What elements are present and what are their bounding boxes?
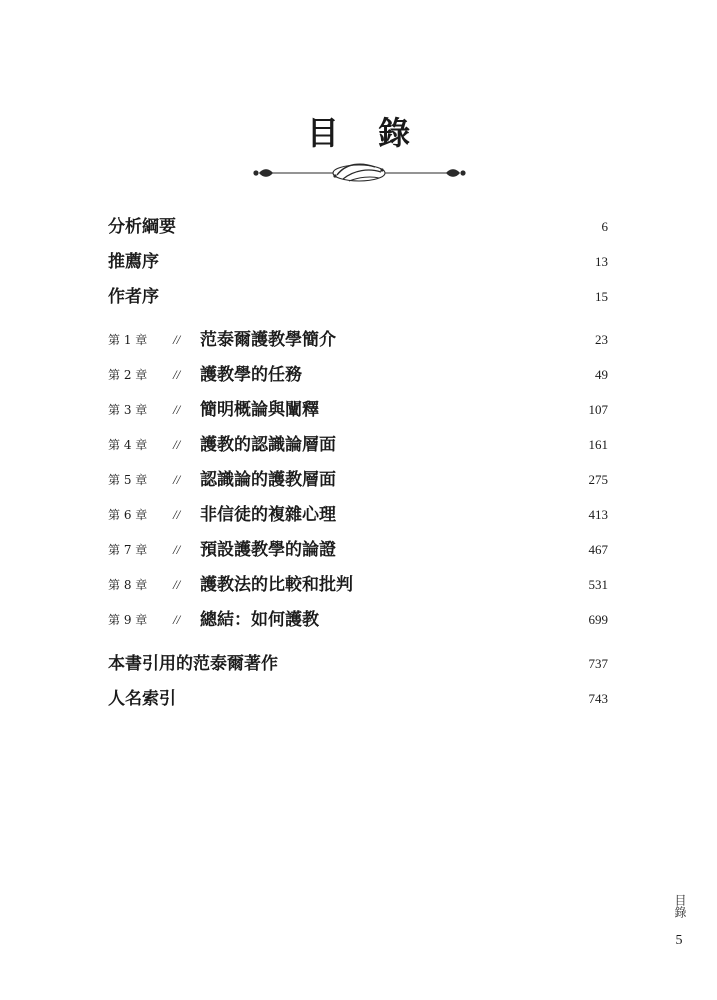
toc-entry-chapter-9[interactable]	[108, 607, 608, 633]
entry-page-number: 13	[595, 254, 608, 269]
chapter-label: 第 9 章	[108, 613, 148, 627]
ornament-divider-icon	[251, 158, 468, 188]
toc-entry-chapter-5[interactable]	[108, 467, 608, 493]
chapter-label: 第 7 章	[108, 543, 148, 557]
entry-title: 分析綱要	[108, 217, 176, 237]
chapter-separator: //	[173, 612, 181, 627]
entry-page-number: 275	[588, 472, 608, 487]
chapter-separator: //	[173, 507, 181, 522]
page-folio-number: 5	[675, 933, 683, 948]
toc-entry-chapter-1[interactable]	[108, 327, 608, 353]
entry-page-number: 15	[595, 289, 608, 304]
chapter-separator: //	[173, 577, 181, 592]
entry-page-number: 6	[601, 219, 608, 234]
chapter-title: 預設護教學的論證	[200, 540, 336, 560]
chapter-label: 第 8 章	[108, 578, 148, 592]
toc-entry-chapter-7[interactable]	[108, 537, 608, 563]
entry-title: 本書引用的范泰爾著作	[108, 654, 278, 674]
chapter-title: 總結：如何護教	[200, 610, 319, 630]
chapter-title: 護教的認識論層面	[200, 435, 336, 455]
entry-page-number: 23	[595, 332, 608, 347]
entry-page-number: 161	[588, 437, 608, 452]
toc-entry-chapter-4[interactable]	[108, 432, 608, 458]
chapter-title: 范泰爾護教學簡介	[200, 330, 336, 350]
chapter-title: 簡明概論與闡釋	[200, 400, 319, 420]
entry-page-number: 413	[588, 507, 608, 522]
entry-title: 人名索引	[108, 689, 176, 709]
chapter-title: 護教學的任務	[200, 365, 302, 385]
entry-page-number: 467	[588, 542, 608, 557]
toc-entry-front-3[interactable]	[108, 284, 608, 310]
running-section-label: 目錄	[673, 894, 687, 918]
toc-entry-chapter-2[interactable]	[108, 362, 608, 388]
chapter-label: 第 2 章	[108, 368, 148, 382]
entry-page-number: 531	[588, 577, 608, 592]
entry-page-number: 699	[588, 612, 608, 627]
chapter-label: 第 1 章	[108, 333, 148, 347]
chapter-title: 非信徒的複雜心理	[200, 505, 336, 525]
entry-page-number: 743	[588, 691, 608, 706]
chapter-separator: //	[173, 402, 181, 417]
chapter-title: 認識論的護教層面	[200, 470, 336, 490]
chapter-title: 護教法的比較和批判	[200, 575, 353, 595]
chapter-separator: //	[173, 472, 181, 487]
toc-entry-back-2[interactable]	[108, 686, 608, 712]
toc-entry-front-1[interactable]	[108, 214, 608, 240]
entry-title: 作者序	[108, 287, 159, 307]
chapter-separator: //	[173, 437, 181, 452]
chapter-label: 第 3 章	[108, 403, 148, 417]
toc-entry-front-2[interactable]	[108, 249, 608, 275]
toc-entry-chapter-3[interactable]	[108, 397, 608, 423]
entry-title: 推薦序	[108, 252, 159, 272]
entry-page-number: 737	[588, 656, 608, 671]
toc-entry-back-1[interactable]	[108, 651, 608, 677]
toc-entry-chapter-6[interactable]	[108, 502, 608, 528]
entry-page-number: 49	[595, 367, 608, 382]
chapter-separator: //	[173, 332, 181, 347]
chapter-label: 第 4 章	[108, 438, 148, 452]
page-title: 目 錄	[306, 114, 425, 152]
entry-page-number: 107	[588, 402, 608, 417]
toc-entry-chapter-8[interactable]	[108, 572, 608, 598]
chapter-separator: //	[173, 542, 181, 557]
chapter-label: 第 6 章	[108, 508, 148, 522]
chapter-separator: //	[173, 367, 181, 382]
chapter-label: 第 5 章	[108, 473, 148, 487]
